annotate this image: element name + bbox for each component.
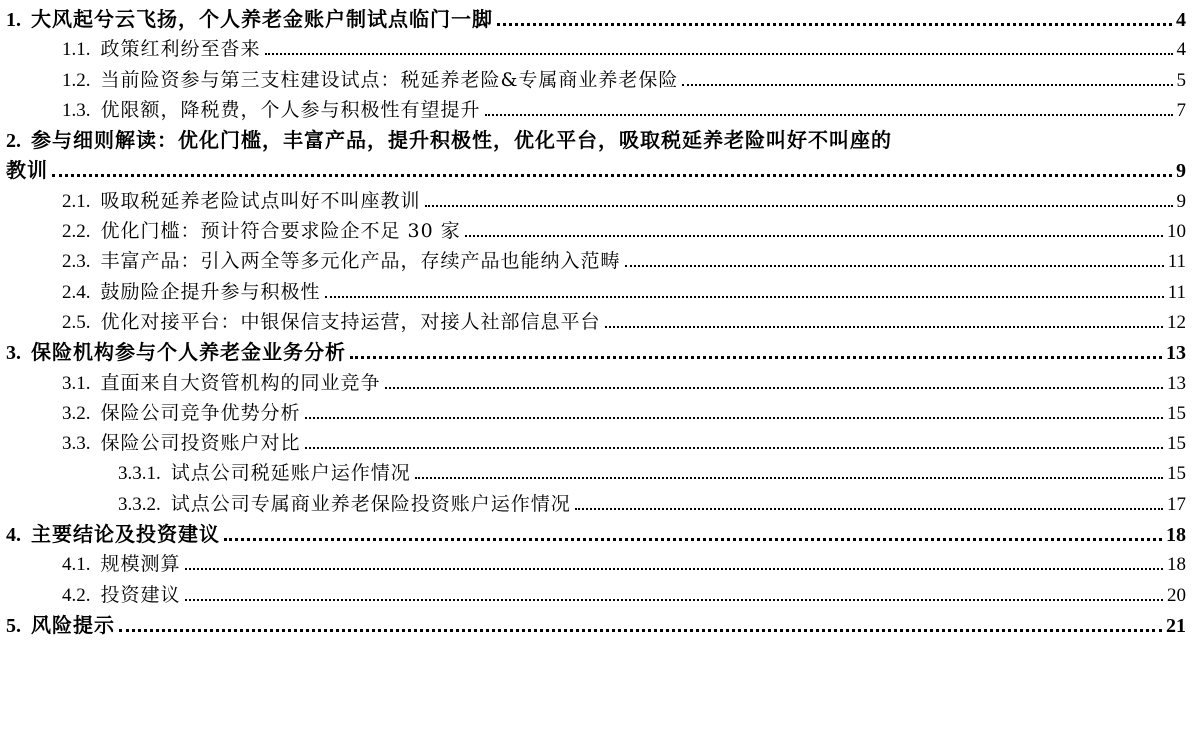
toc-entry-title: 规模测算 (100, 553, 181, 576)
toc-entry-line (6, 277, 1186, 307)
dot-leader (485, 114, 1173, 116)
dot-leader (224, 538, 1162, 541)
toc-entry-page: 15 (1167, 433, 1186, 455)
dot-leader (425, 205, 1173, 207)
toc-entry[interactable] (6, 398, 1186, 428)
toc-entry-page: 13 (1166, 342, 1186, 365)
toc-entry-line (6, 580, 1186, 610)
dot-leader (575, 508, 1163, 510)
toc-entry-page: 15 (1167, 402, 1186, 424)
toc-entry-number: 3.2. (62, 402, 91, 424)
toc-entry[interactable] (6, 4, 1186, 34)
toc-entry[interactable] (6, 368, 1186, 398)
toc-entry[interactable] (6, 186, 1186, 216)
toc-entry-line (6, 95, 1186, 125)
toc-entry-title: 保险公司投资账户对比 (100, 432, 301, 455)
toc-entry-line (6, 368, 1186, 398)
table-of-contents (6, 4, 1186, 640)
dot-leader (465, 235, 1163, 237)
toc-entry-number: 2.3. (62, 251, 91, 273)
toc-entry-title: 优限额，降税费，个人参与积极性有望提升 (100, 98, 481, 121)
toc-entry[interactable] (6, 580, 1186, 610)
toc-entry-number: 2.4. (62, 281, 91, 303)
toc-entry[interactable] (6, 307, 1186, 337)
toc-entry[interactable] (6, 216, 1186, 246)
toc-entry-number: 2.2. (62, 221, 91, 243)
toc-entry[interactable] (6, 277, 1186, 307)
toc-entry[interactable] (6, 34, 1186, 64)
toc-entry-number: 2. (6, 130, 21, 153)
toc-entry-line (6, 610, 1186, 640)
dot-leader (625, 265, 1164, 267)
toc-entry-line (6, 155, 1186, 185)
dot-leader (305, 447, 1163, 449)
dot-leader (497, 23, 1172, 26)
toc-entry-page: 17 (1167, 493, 1186, 515)
toc-entry-page: 11 (1167, 251, 1186, 273)
dot-leader (119, 629, 1162, 632)
toc-entry-line (6, 458, 1186, 488)
toc-entry-line (6, 4, 1186, 34)
toc-entry-line (6, 246, 1186, 276)
toc-entry-title: 直面来自大资管机构的同业竞争 (100, 371, 381, 394)
toc-entry[interactable] (6, 337, 1186, 367)
toc-entry-page: 20 (1167, 584, 1186, 606)
toc-entry-title: 吸取税延养老险试点叫好不叫座教训 (100, 189, 421, 212)
toc-entry-line (6, 398, 1186, 428)
toc-entry-title: 丰富产品：引入两全等多元化产品，存续产品也能纳入范畴 (100, 250, 621, 273)
toc-entry-page: 12 (1167, 311, 1186, 333)
toc-entry-page: 21 (1166, 614, 1186, 637)
toc-entry-number: 1.1. (62, 39, 91, 61)
dot-leader (385, 387, 1163, 389)
toc-entry-number: 4.1. (62, 554, 91, 576)
toc-entry-title: 当前险资参与第三支柱建设试点：税延养老险&专属商业养老保险 (100, 68, 679, 91)
toc-entry[interactable] (6, 246, 1186, 276)
toc-entry-title: 投资建议 (100, 583, 181, 606)
toc-entry-number: 3.3. (62, 433, 91, 455)
toc-entry-title: 优化对接平台：中银保信支持运营，对接人社部信息平台 (100, 310, 601, 333)
dot-leader (682, 84, 1172, 86)
toc-entry-page: 13 (1167, 372, 1186, 394)
dot-leader (185, 599, 1163, 601)
toc-entry[interactable] (6, 458, 1186, 488)
toc-entry-number: 2.1. (62, 190, 91, 212)
toc-entry-number: 3. (6, 342, 21, 365)
toc-entry[interactable] (6, 610, 1186, 640)
toc-entry[interactable] (6, 549, 1186, 579)
toc-entry-number: 5. (6, 614, 21, 637)
toc-entry-number: 1.2. (62, 69, 91, 91)
toc-entry-title: 主要结论及投资建议 (31, 522, 220, 547)
toc-entry-line (6, 216, 1186, 246)
toc-entry-line (6, 489, 1186, 519)
toc-entry[interactable] (6, 125, 1186, 186)
toc-entry-number: 3.1. (62, 372, 91, 394)
toc-entry-line (6, 186, 1186, 216)
toc-entry-number: 4.2. (62, 584, 91, 606)
toc-entry-page: 11 (1167, 281, 1186, 303)
dot-leader (415, 477, 1163, 479)
toc-entry[interactable] (6, 65, 1186, 95)
toc-entry-title: 保险公司竞争优势分析 (100, 401, 301, 424)
toc-entry-page: 9 (1176, 190, 1186, 212)
toc-entry-number: 1. (6, 9, 21, 31)
toc-entry-title: 风险提示 (31, 612, 115, 637)
toc-entry-page: 9 (1176, 160, 1186, 183)
toc-entry-title: 试点公司专属商业养老保险投资账户运作情况 (170, 492, 571, 515)
toc-entry-title: 大风起兮云飞扬，个人养老金账户制试点临门一脚 (31, 7, 493, 31)
toc-entry-number: 2.5. (62, 311, 91, 333)
toc-entry-page: 7 (1176, 99, 1186, 121)
toc-entry-page: 4 (1176, 39, 1186, 61)
toc-entry-page: 18 (1167, 554, 1186, 576)
toc-entry-line (6, 428, 1186, 458)
toc-entry[interactable] (6, 489, 1186, 519)
dot-leader (350, 356, 1162, 359)
dot-leader (325, 296, 1164, 298)
dot-leader (305, 417, 1163, 419)
toc-entry-title: 保险机构参与个人养老金业务分析 (31, 340, 346, 365)
toc-entry-page: 15 (1167, 463, 1186, 485)
toc-entry-line (6, 337, 1186, 367)
toc-entry-number: 3.3.1. (118, 463, 161, 485)
toc-entry-number: 3.3.2. (118, 493, 161, 515)
toc-entry-title: 政策红利纷至沓来 (100, 38, 261, 61)
toc-entry-title: 参与细则解读：优化门槛，丰富产品，提升积极性，优化平台，吸取税延养老险叫好不叫座的 (31, 128, 892, 153)
toc-entry-title: 试点公司税延账户运作情况 (170, 462, 411, 485)
dot-leader (605, 326, 1163, 328)
toc-entry-page: 10 (1167, 221, 1186, 243)
toc-entry-title-continued: 教训 (6, 158, 48, 183)
toc-entry-line (6, 125, 1186, 155)
toc-entry-number: 4. (6, 524, 21, 547)
toc-entry-page: 4 (1176, 9, 1186, 31)
toc-entry-title: 优化门槛：预计符合要求险企不足 30 家 (100, 220, 461, 243)
toc-entry[interactable] (6, 519, 1186, 549)
dot-leader (265, 53, 1173, 55)
toc-entry-line (6, 307, 1186, 337)
toc-entry-number: 1.3. (62, 99, 91, 121)
dot-leader (185, 568, 1163, 570)
toc-entry[interactable] (6, 95, 1186, 125)
dot-leader (52, 174, 1172, 177)
toc-entry[interactable] (6, 428, 1186, 458)
toc-entry-page: 18 (1166, 524, 1186, 547)
toc-entry-page: 5 (1176, 69, 1186, 91)
toc-entry-line (6, 549, 1186, 579)
toc-entry-line (6, 519, 1186, 549)
toc-entry-line (6, 65, 1186, 95)
toc-entry-line (6, 34, 1186, 64)
toc-entry-title: 鼓励险企提升参与积极性 (100, 280, 321, 303)
